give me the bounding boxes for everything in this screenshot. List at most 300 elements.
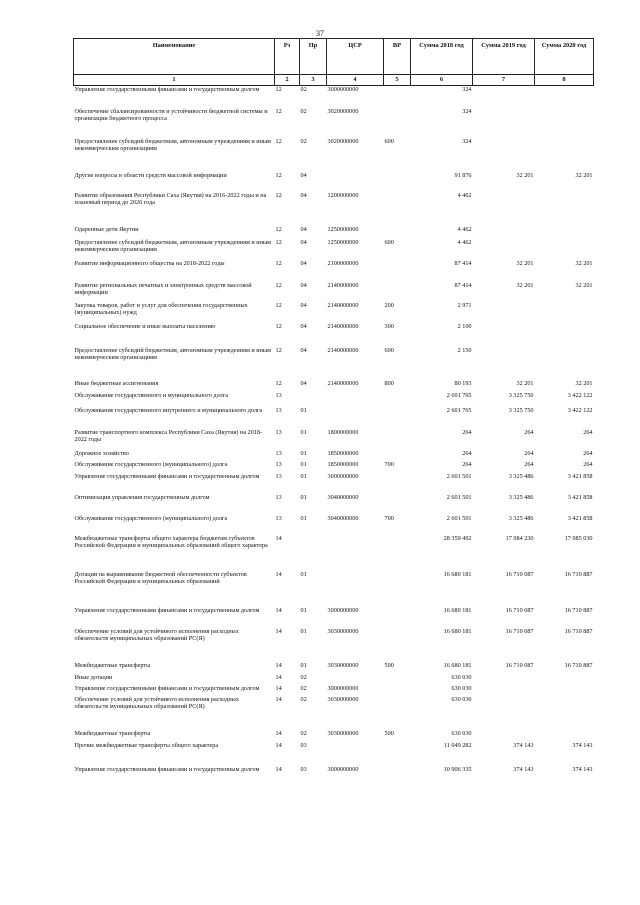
- row-sum-2020: [535, 239, 594, 260]
- row-sum-2020: [535, 138, 594, 172]
- row-pr: 02: [300, 673, 307, 681]
- row-vr: [384, 473, 411, 494]
- header-sum-2020: Сумма 2020 год: [535, 39, 594, 75]
- row-vr: [384, 674, 411, 685]
- row-name: Оптимизация управления государственным долгом: [74, 493, 210, 501]
- row-pr: [300, 535, 327, 571]
- row-name: Межбюджетные трансферты общего характера бюджетам субъектов Российской Федерации и муниципальных образований общего характера: [74, 534, 268, 549]
- row-name: Управление государственными финансами и государственным долгом: [74, 684, 260, 692]
- row-pr: 01: [300, 406, 307, 414]
- row-sum-2019: 264: [524, 460, 534, 468]
- table-row: [74, 347, 594, 380]
- row-sum-2018: 2 601 501: [446, 493, 472, 501]
- row-vr: [384, 429, 411, 450]
- row-vr: 200: [384, 301, 394, 309]
- row-sum-2018: 4 462: [457, 191, 472, 199]
- row-name: Иные дотации: [74, 673, 113, 681]
- column-number: 4: [327, 75, 384, 86]
- row-pr: 01: [300, 627, 307, 635]
- row-name: Управление государственными финансами и государственным долгом: [74, 86, 260, 93]
- table-row: [74, 282, 594, 302]
- row-sum-2019: 3 325 486: [508, 514, 534, 522]
- row-vr: [384, 407, 411, 429]
- row-sum-2018: 16 680 181: [443, 606, 472, 614]
- row-rz: 12: [275, 259, 282, 267]
- row-vr: 800: [384, 379, 394, 387]
- row-name: Социальное обеспечение и иные выплаты населению: [74, 322, 216, 330]
- row-sum-2019: 264: [524, 449, 534, 457]
- row-sum-2018: 2 601 765: [446, 391, 472, 399]
- row-csr: 3020000000: [327, 107, 359, 115]
- row-sum-2019: 374 143: [513, 765, 534, 773]
- row-csr: 3030000000: [327, 729, 359, 737]
- row-sum-2018: 324: [462, 86, 472, 93]
- row-csr: 3020000000: [327, 137, 359, 145]
- row-csr: 1850000000: [327, 460, 359, 468]
- row-sum-2020: [535, 347, 594, 380]
- row-vr: 500: [384, 729, 394, 737]
- row-sum-2018: 2 100: [457, 322, 472, 330]
- row-sum-2020: [535, 226, 594, 239]
- header-csr: ЦСР: [327, 39, 384, 75]
- row-sum-2018: 630 030: [451, 729, 472, 737]
- row-sum-2018: 2 601 501: [446, 514, 472, 522]
- row-csr: 1250000000: [327, 238, 359, 246]
- row-sum-2019: [473, 696, 535, 730]
- row-sum-2018: 264: [462, 449, 472, 457]
- row-sum-2020: 32 201: [575, 171, 593, 179]
- row-csr: 3000000000: [327, 472, 359, 480]
- row-vr: [384, 282, 411, 302]
- row-vr: [384, 607, 411, 628]
- row-pr: 04: [300, 238, 307, 246]
- table-row: [74, 766, 594, 786]
- row-pr: 04: [300, 281, 307, 289]
- row-rz: 14: [275, 695, 282, 703]
- row-csr: 2140000000: [327, 346, 359, 354]
- row-sum-2019: [473, 347, 535, 380]
- row-vr: 700: [384, 514, 394, 522]
- row-rz: 12: [275, 171, 282, 179]
- table-row: [74, 239, 594, 260]
- table-row: [74, 108, 594, 138]
- row-sum-2018: 91 876: [454, 171, 472, 179]
- row-sum-2020: 264: [583, 428, 593, 436]
- row-rz: 13: [275, 514, 282, 522]
- table-row: [74, 662, 594, 674]
- row-sum-2020: 16 710 887: [564, 606, 593, 614]
- row-csr: 3000000000: [327, 606, 359, 614]
- header-sum-2019: Сумма 2019 год: [473, 39, 535, 75]
- row-csr: 2100000000: [327, 259, 359, 267]
- table-row: [74, 515, 594, 535]
- row-sum-2020: 3 422 122: [567, 406, 593, 414]
- column-number: 1: [74, 75, 275, 86]
- row-sum-2020: 32 201: [575, 281, 593, 289]
- row-sum-2019: 32 201: [516, 379, 534, 387]
- row-rz: 14: [275, 570, 282, 578]
- row-vr: [384, 742, 411, 766]
- row-pr: 01: [300, 661, 307, 669]
- row-csr: [327, 407, 384, 429]
- header-row: [74, 39, 594, 75]
- row-sum-2019: 16 710 087: [505, 627, 534, 635]
- row-sum-2020: 3 421 858: [567, 514, 593, 522]
- row-csr: [327, 742, 384, 766]
- row-csr: 3030000000: [327, 661, 359, 669]
- row-sum-2019: [473, 138, 535, 172]
- row-rz: 12: [275, 225, 282, 233]
- row-name: Обслуживание государственного и муниципального долга: [74, 391, 228, 399]
- row-sum-2019: 264: [524, 428, 534, 436]
- row-name: Обслуживание государственного (муниципального) долга: [74, 460, 228, 468]
- row-sum-2020: 374 143: [572, 765, 593, 773]
- table-row: [74, 323, 594, 347]
- row-sum-2020: 3 421 858: [567, 493, 593, 501]
- row-pr: 04: [300, 322, 307, 330]
- row-rz: 12: [275, 107, 282, 115]
- row-csr: [327, 571, 384, 607]
- row-vr: [384, 571, 411, 607]
- row-pr: 02: [300, 107, 307, 115]
- row-sum-2020: [535, 323, 594, 347]
- row-vr: [384, 86, 411, 108]
- header-vr: ВР: [384, 39, 411, 75]
- row-vr: [384, 226, 411, 239]
- row-pr: 01: [300, 460, 307, 468]
- table-row: [74, 742, 594, 766]
- row-pr: 04: [300, 301, 307, 309]
- page-number: 37: [316, 29, 324, 38]
- row-csr: 1850000000: [327, 449, 359, 457]
- row-name: Управление государственными финансами и государственным долгом: [74, 765, 260, 773]
- row-sum-2019: 32 201: [516, 171, 534, 179]
- row-name: Предоставление субсидий бюджетным, автономным учреждениям и иным некоммерческим организациям: [74, 137, 271, 152]
- row-sum-2018: 630 030: [451, 673, 472, 681]
- row-vr: [384, 696, 411, 730]
- row-csr: 1200000000: [327, 191, 359, 199]
- row-rz: 13: [275, 449, 282, 457]
- row-sum-2018: 2 601 765: [446, 406, 472, 414]
- row-vr: 700: [384, 460, 394, 468]
- row-rz: 14: [275, 684, 282, 692]
- row-sum-2020: 32 201: [575, 259, 593, 267]
- table-row: [74, 696, 594, 730]
- row-vr: [384, 450, 411, 461]
- row-csr: 1800000000: [327, 428, 359, 436]
- table-row: [74, 226, 594, 239]
- row-name: Дорожное хозяйство: [74, 449, 129, 457]
- row-name: Предоставление субсидий бюджетным, автономным учреждениям и иным некоммерческим организациям: [74, 346, 271, 361]
- table-row: [74, 571, 594, 607]
- row-sum-2020: 32 201: [575, 379, 593, 387]
- row-rz: 12: [275, 379, 282, 387]
- row-name: Межбюджетные трансферты: [74, 729, 151, 737]
- row-name: Управление государственными финансами и государственным долгом: [74, 606, 260, 614]
- row-sum-2020: 16 710 887: [564, 661, 593, 669]
- row-sum-2018: 2 971: [457, 301, 472, 309]
- row-sum-2020: 17 085 030: [564, 534, 593, 542]
- table-row: [74, 429, 594, 450]
- row-pr: [300, 392, 327, 407]
- row-name: Развитие региональных печатных и электронных средств массовой информации: [74, 281, 252, 296]
- table-row: [74, 685, 594, 696]
- row-sum-2020: [535, 674, 594, 685]
- row-rz: 14: [275, 729, 282, 737]
- column-number: 3: [300, 75, 327, 86]
- row-pr: 01: [300, 428, 307, 436]
- row-sum-2020: [535, 685, 594, 696]
- row-sum-2019: [473, 239, 535, 260]
- row-sum-2019: 3 325 750: [508, 406, 534, 414]
- row-vr: [384, 108, 411, 138]
- row-sum-2018: 2 601 501: [446, 472, 472, 480]
- row-sum-2019: 374 143: [513, 741, 534, 749]
- row-csr: 3040000000: [327, 514, 359, 522]
- row-pr: 04: [300, 259, 307, 267]
- row-csr: [327, 172, 384, 192]
- row-sum-2018: 11 049 282: [443, 741, 472, 749]
- row-csr: 1250000000: [327, 225, 359, 233]
- row-csr: [327, 535, 384, 571]
- row-sum-2020: 3 421 858: [567, 472, 593, 480]
- row-rz: 12: [275, 322, 282, 330]
- row-sum-2019: [473, 323, 535, 347]
- row-name: Управление государственными финансами и государственным долгом: [74, 472, 260, 480]
- row-sum-2019: 3 325 750: [508, 391, 534, 399]
- budget-table: [73, 38, 594, 786]
- row-sum-2018: 630 030: [451, 695, 472, 703]
- table-row: [74, 461, 594, 473]
- row-sum-2018: 80 193: [454, 379, 472, 387]
- table-row: [74, 607, 594, 628]
- row-sum-2018: 10 906 335: [443, 765, 472, 773]
- row-sum-2018: 630 030: [451, 684, 472, 692]
- row-sum-2019: 16 710 087: [505, 570, 534, 578]
- row-pr: 01: [300, 514, 307, 522]
- row-sum-2019: [473, 674, 535, 685]
- column-number: 6: [411, 75, 473, 86]
- column-number: 2: [275, 75, 300, 86]
- row-vr: [384, 172, 411, 192]
- row-vr: 600: [384, 137, 394, 145]
- row-name: Обслуживание государственного (муниципального) долга: [74, 514, 228, 522]
- row-sum-2019: 3 325 486: [508, 493, 534, 501]
- row-vr: [384, 260, 411, 282]
- row-pr: 02: [300, 137, 307, 145]
- row-vr: [384, 685, 411, 696]
- column-number: 8: [535, 75, 594, 86]
- header-name: Наименование: [74, 39, 275, 75]
- row-pr: 03: [300, 741, 307, 749]
- header-sum-2018: Сумма 2018 год: [411, 39, 473, 75]
- row-vr: 300: [384, 322, 394, 330]
- row-sum-2019: 3 325 486: [508, 472, 534, 480]
- row-name: Прочие межбюджетные трансферты общего характера: [74, 741, 219, 749]
- row-rz: 14: [275, 661, 282, 669]
- row-name: Развитие информационного общества на 2018-2022 годы: [74, 259, 225, 267]
- row-pr: 01: [300, 606, 307, 614]
- table-row: [74, 535, 594, 571]
- row-pr: 04: [300, 225, 307, 233]
- row-rz: 12: [275, 191, 282, 199]
- row-pr: 01: [300, 493, 307, 501]
- row-rz: 14: [275, 627, 282, 635]
- row-sum-2018: 4 462: [457, 225, 472, 233]
- row-csr: 2140000000: [327, 322, 359, 330]
- row-rz: 14: [275, 673, 282, 681]
- row-name: Закупка товаров, работ и услуг для обеспечения государственных (муниципальных) нужд: [74, 301, 248, 316]
- row-sum-2019: 16 710 087: [505, 661, 534, 669]
- row-rz: 13: [275, 406, 282, 414]
- row-rz: 13: [275, 391, 282, 399]
- row-sum-2020: 16 710 887: [564, 627, 593, 635]
- table-row: [74, 302, 594, 323]
- table-row: [74, 138, 594, 172]
- row-name: Иные бюджетные ассигнования: [74, 379, 159, 387]
- row-name: Обслуживание государственного внутреннего и муниципального долга: [74, 406, 263, 414]
- row-rz: 12: [275, 346, 282, 354]
- column-number-row: [74, 75, 594, 86]
- row-name: Одаренные дети Якутии: [74, 225, 139, 233]
- row-vr: 500: [384, 661, 394, 669]
- table-row: [74, 628, 594, 662]
- table-row: [74, 674, 594, 685]
- row-name: Обеспечение условий для устойчивого исполнения расходных обязательств муниципальных образований РС(Я): [74, 695, 239, 710]
- row-vr: 600: [384, 238, 394, 246]
- row-sum-2018: 4 462: [457, 238, 472, 246]
- table-row: [74, 192, 594, 226]
- row-sum-2019: [473, 226, 535, 239]
- row-vr: [384, 628, 411, 662]
- row-sum-2020: [535, 730, 594, 742]
- row-sum-2019: [473, 302, 535, 323]
- row-sum-2019: [473, 685, 535, 696]
- row-sum-2018: 87 414: [454, 259, 472, 267]
- row-vr: 600: [384, 346, 394, 354]
- row-sum-2019: [473, 86, 535, 108]
- row-pr: 01: [300, 449, 307, 457]
- row-pr: 01: [300, 570, 307, 578]
- table-row: [74, 494, 594, 515]
- row-vr: [384, 494, 411, 515]
- table-row: [74, 380, 594, 392]
- row-csr: 3000000000: [327, 765, 359, 773]
- row-name: Обеспечение условий для устойчивого исполнения расходных обязательств муниципальных образований РС(Я): [74, 627, 239, 642]
- row-sum-2018: 16 680 181: [443, 627, 472, 635]
- row-sum-2018: 2 150: [457, 346, 472, 354]
- row-pr: 02: [300, 695, 307, 703]
- row-pr: 02: [300, 86, 307, 93]
- row-name: Межбюджетные трансферты: [74, 661, 151, 669]
- row-pr: 02: [300, 684, 307, 692]
- row-sum-2018: 16 680 181: [443, 661, 472, 669]
- row-sum-2020: 264: [583, 460, 593, 468]
- row-pr: 02: [300, 729, 307, 737]
- table-row: [74, 392, 594, 407]
- row-sum-2020: [535, 86, 594, 108]
- table-row: [74, 450, 594, 461]
- row-sum-2020: 3 422 122: [567, 391, 593, 399]
- table-row: [74, 407, 594, 429]
- row-sum-2018: 28 359 492: [443, 534, 472, 542]
- row-rz: 14: [275, 534, 282, 542]
- row-name: Предоставление субсидий бюджетным, автономным учреждениям и иным некоммерческим организациям: [74, 238, 271, 253]
- table-row: [74, 86, 594, 108]
- row-name: Другие вопросы в области средств массовой информации: [74, 171, 227, 179]
- row-name: Развитие транспортного комплекса Республики Саха (Якутия) на 2018-2022 годы: [74, 428, 263, 443]
- row-name: Развитие образования Республики Саха (Якутия) на 2016-2022 годы и на плановый период до 2026 года: [74, 191, 267, 206]
- row-csr: [327, 674, 384, 685]
- table-body: [74, 86, 594, 786]
- row-sum-2019: [473, 108, 535, 138]
- row-sum-2018: 324: [462, 107, 472, 115]
- row-csr: 3000000000: [327, 684, 359, 692]
- row-sum-2019: 16 710 087: [505, 606, 534, 614]
- row-csr: 3030000000: [327, 627, 359, 635]
- row-sum-2019: 32 201: [516, 281, 534, 289]
- row-sum-2020: [535, 108, 594, 138]
- row-sum-2019: [473, 192, 535, 226]
- row-rz: 13: [275, 460, 282, 468]
- row-csr: 3040000000: [327, 493, 359, 501]
- header-rz: Рз: [275, 39, 300, 75]
- row-csr: 3000000000: [327, 86, 359, 93]
- row-csr: [327, 392, 384, 407]
- row-csr: 2140000000: [327, 301, 359, 309]
- row-sum-2018: 264: [462, 460, 472, 468]
- row-sum-2020: 16 710 887: [564, 570, 593, 578]
- row-vr: [384, 192, 411, 226]
- row-sum-2018: 87 414: [454, 281, 472, 289]
- row-csr: 2140000000: [327, 379, 359, 387]
- row-rz: 14: [275, 765, 282, 773]
- row-sum-2018: 16 680 181: [443, 570, 472, 578]
- row-rz: 12: [275, 281, 282, 289]
- row-pr: 04: [300, 191, 307, 199]
- row-sum-2018: 324: [462, 137, 472, 145]
- row-sum-2018: 264: [462, 428, 472, 436]
- table-row: [74, 473, 594, 494]
- row-rz: 12: [275, 86, 282, 93]
- row-name: Обеспечение сбалансированности и устойчивости бюджетной системы и организации бюджетного процесса: [74, 107, 268, 122]
- row-pr: 04: [300, 346, 307, 354]
- row-pr: 04: [300, 171, 307, 179]
- column-number: 7: [473, 75, 535, 86]
- row-rz: 12: [275, 238, 282, 246]
- row-pr: 03: [300, 765, 307, 773]
- row-pr: 01: [300, 472, 307, 480]
- row-rz: 13: [275, 472, 282, 480]
- row-sum-2019: 32 201: [516, 259, 534, 267]
- row-rz: 14: [275, 741, 282, 749]
- row-csr: 3030000000: [327, 695, 359, 703]
- row-rz: 12: [275, 137, 282, 145]
- header-pr: Пр: [300, 39, 327, 75]
- row-vr: [384, 392, 411, 407]
- row-sum-2019: 17 084 230: [505, 534, 534, 542]
- row-pr: 04: [300, 379, 307, 387]
- table-row: [74, 260, 594, 282]
- row-rz: 12: [275, 301, 282, 309]
- row-vr: [384, 766, 411, 786]
- row-rz: 13: [275, 428, 282, 436]
- row-sum-2020: 264: [583, 449, 593, 457]
- row-sum-2020: [535, 302, 594, 323]
- table-row: [74, 172, 594, 192]
- row-sum-2020: [535, 696, 594, 730]
- row-sum-2019: [473, 730, 535, 742]
